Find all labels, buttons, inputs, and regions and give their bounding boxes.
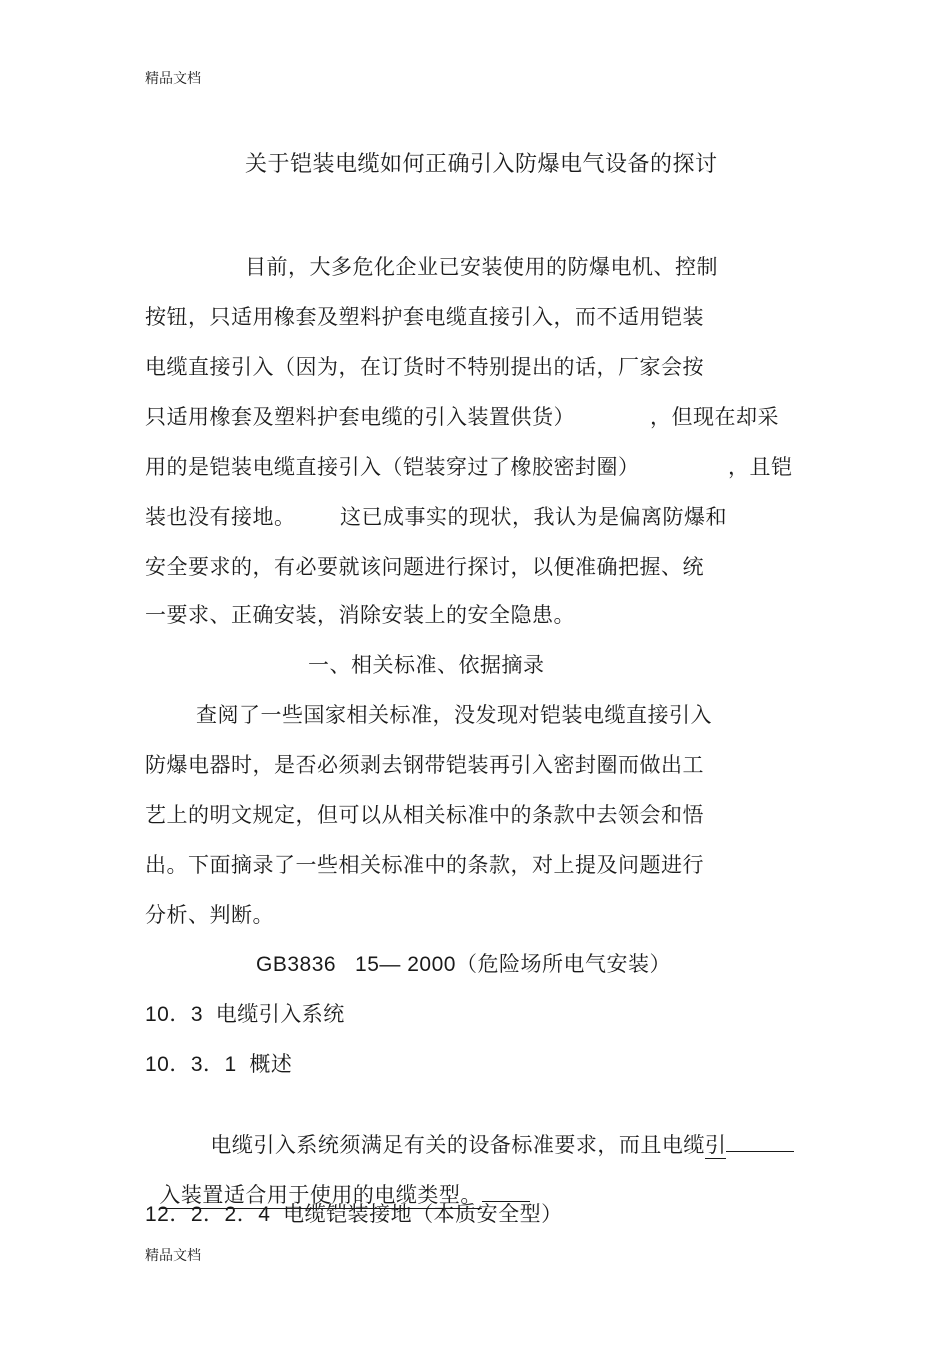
clause-underlined-text: 入装置适合用于使用的电缆类型。	[159, 1183, 482, 1207]
paragraph-1-line: 装也没有接地。	[145, 505, 296, 529]
header-watermark: 精品文档	[145, 71, 201, 87]
standard-title: GB3836 15— 2000（危险场所电气安装）	[256, 953, 671, 976]
paragraph-1-line-tail: ，但现在却采	[650, 405, 779, 429]
section-heading: 一、相关标准、依据摘录	[308, 653, 545, 677]
underline-extension	[726, 1149, 794, 1152]
paragraph-1-line: 目前，大多危化企业已安装使用的防爆电机、控制	[245, 255, 718, 279]
paragraph-1-line: 用的是铠装电缆直接引入（铠装穿过了橡胶密封圈）	[145, 455, 640, 479]
paragraph-1-line: 只适用橡套及塑料护套电缆的引入装置供货）	[145, 405, 575, 429]
paragraph-1-line: 安全要求的，有必要就该问题进行探讨，以便准确把握、统	[145, 555, 704, 579]
paragraph-1-line: 电缆直接引入（因为，在订货时不特别提出的话，厂家会按	[145, 355, 704, 379]
footer-watermark: 精品文档	[145, 1248, 201, 1264]
paragraph-1-line-tail: 这已成事实的现状，我认为是偏离防爆和	[340, 505, 727, 529]
clause-10-3-1: 10．3．1 概述	[145, 1053, 293, 1076]
paragraph-2-line: 防爆电器时，是否必须剥去钢带铠装再引入密封圈而做出工	[145, 753, 704, 777]
paragraph-1-line: 一要求、正确安装，消除安装上的安全隐患。	[145, 603, 575, 627]
paragraph-1-line: 按钮，只适用橡套及塑料护套电缆直接引入，而不适用铠装	[145, 305, 704, 329]
paragraph-1-line-tail: ，且铠	[728, 455, 793, 479]
document-title: 关于铠装电缆如何正确引入防爆电气设备的探讨	[245, 152, 718, 177]
clause-10-3: 10．3 电缆引入系统	[145, 1003, 345, 1026]
paragraph-2-line: 艺上的明文规定，但可以从相关标准中的条款中去领会和悟	[145, 803, 704, 827]
paragraph-2-line: 查阅了一些国家相关标准，没发现对铠装电缆直接引入	[196, 703, 712, 727]
clause-underlined-text: 引	[704, 1133, 727, 1157]
paragraph-2-line: 出。下面摘录了一些相关标准中的条款，对上提及问题进行	[145, 853, 704, 877]
clause-text-part: 电缆引入系统须满足有关的设备标准要求，而且电缆	[210, 1133, 705, 1157]
clause-12-2-2-4: 12．2．2．4 电缆铠装接地（本质安全型）	[145, 1203, 563, 1226]
paragraph-2-line: 分析、判断。	[145, 903, 274, 927]
